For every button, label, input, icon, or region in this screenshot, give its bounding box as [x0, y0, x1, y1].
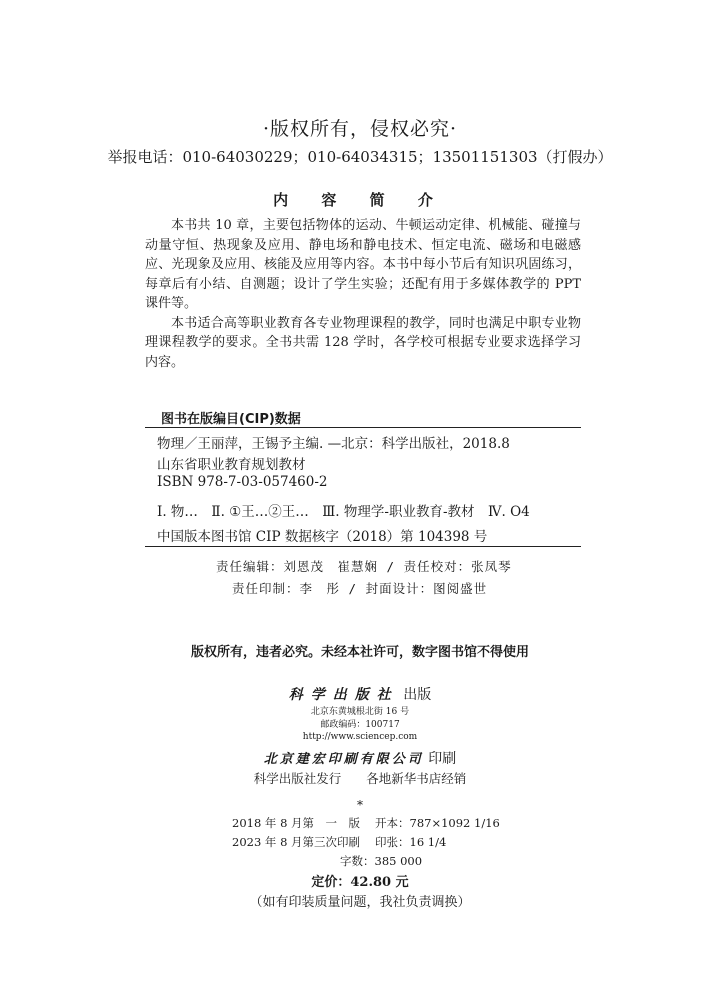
cip-bottom-rule — [145, 546, 581, 547]
publisher-line — [0, 684, 720, 704]
summary-paragraph: 本书共 10 章，主要包括物体的运动、牛顿运动定律、机械能、碰撞与动量守恒、热现象及应用、静电场和静电技术、恒定电流、磁场和电磁感应、光现象及应用、核能及应用等内容。本书中每小节后有知识巩固练习，每章后有小结、自测题；设计了学生实验；还配有用于多媒体教学的 PPT 课件等。 — [145, 218, 581, 311]
printer-line — [0, 748, 720, 768]
edition-format: 开本：787×1092 1/16 — [375, 816, 500, 830]
summary-paragraph: 本书适合高等职业教育各专业物理课程的教学，同时也满足中职专业物理课程教学的要求。全书共需 128 学时，各学校可根据专业要求选择学习内容。 — [145, 315, 581, 370]
price: 定价：42.80 元 — [311, 875, 409, 890]
edition-printing: 2023 年 8 月第三次印刷 — [232, 835, 361, 849]
cip-line: 山东省职业教育规划教材 — [157, 457, 306, 473]
summary-body — [145, 216, 581, 372]
cip-verification: 中国版本图书馆 CIP 数据核字（2018）第 104398 号 — [157, 529, 488, 545]
edition-first: 2018 年 8 月第 一 版 — [232, 816, 361, 830]
printer-logo: 北京建宏印刷有限公司 — [263, 752, 424, 767]
publisher-postcode: 邮政编码：100717 — [320, 720, 400, 730]
exchange-note: （如有印装质量问题，我社负责调换） — [249, 895, 471, 910]
edition-sheets: 印张：16 1/4 — [375, 835, 447, 849]
cip-line: 物理／王丽萍，王锡予主编. —北京：科学出版社，2018.8 — [157, 436, 510, 452]
staff-credits-editors: 责任编辑：刘恩茂 崔慧娴 / 责任校对：张凤琴 — [216, 559, 512, 574]
report-hotline: 举报电话：010-64030229；010-64034315；13501151303（打假办） — [107, 148, 613, 166]
cip-classification: Ⅰ. 物… Ⅱ. ①王…②王… Ⅲ. 物理学-职业教育-教材 Ⅳ. O4 — [157, 504, 530, 520]
rights-statement: 版权所有，违者必究。未经本社许可，数字图书馆不得使用 — [190, 645, 529, 660]
publisher-suffix: 出版 — [403, 687, 432, 703]
distribution-line: 科学出版社发行 各地新华书店经销 — [253, 771, 467, 786]
separator-star: * — [357, 798, 363, 812]
staff-credits-production: 责任印制：李 彤 / 封面设计：图阅盛世 — [232, 581, 488, 596]
publisher-logo: 科学出版社 — [288, 687, 399, 703]
publisher-address: 北京东黄城根北街 16 号 — [310, 707, 410, 717]
cip-heading: 图书在版编目(CIP)数据 — [161, 412, 301, 427]
copyright-notice: ·版权所有，侵权必究· — [262, 118, 458, 140]
edition-word-count: 字数：385 000 — [340, 854, 423, 868]
publisher-website: http://www.sciencep.com — [302, 732, 418, 742]
summary-heading: 内 容 简 介 — [273, 191, 447, 209]
cip-top-rule — [145, 427, 581, 428]
cip-line: ISBN 978-7-03-057460-2 — [157, 474, 328, 490]
printer-suffix: 印刷 — [428, 751, 457, 767]
